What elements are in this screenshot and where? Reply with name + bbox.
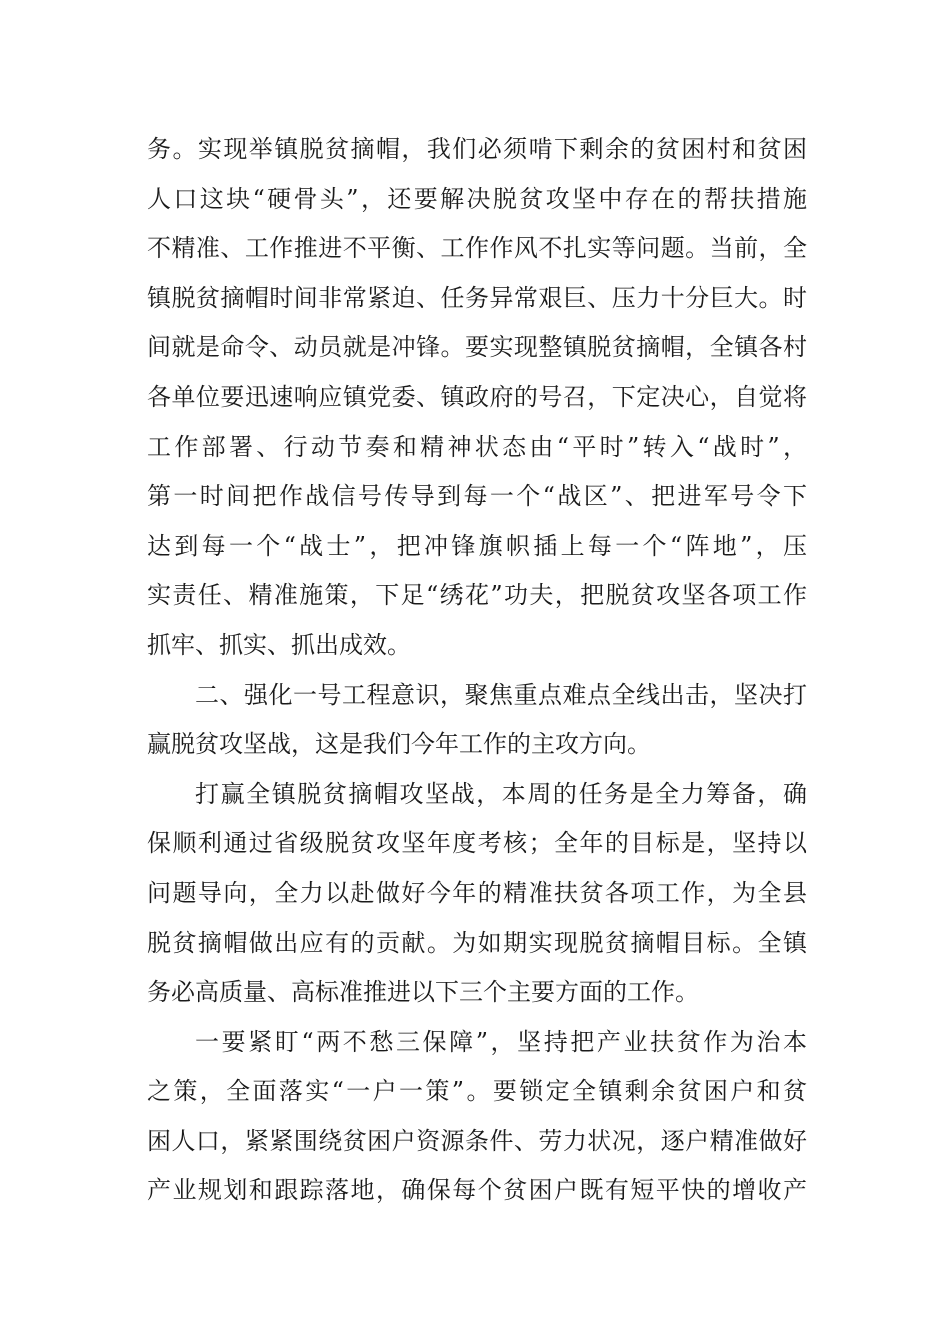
text-line: 人口这块“硬骨头”，还要解决脱贫攻坚中存在的帮扶措施 — [147, 184, 807, 213]
text-line: 脱贫摘帽做出应有的贡献。为如期实现脱贫摘帽目标。全镇 — [147, 928, 807, 957]
text-line: 镇脱贫摘帽时间非常紧迫、任务异常艰巨、压力十分巨大。时 — [147, 283, 807, 312]
text-line: 问题导向，全力以赴做好今年的精准扶贫各项工作，为全县 — [147, 878, 807, 907]
text-line: 产业规划和跟踪落地，确保每个贫困户既有短平快的增收产 — [147, 1176, 807, 1205]
text-line: 间就是命令、动员就是冲锋。要实现整镇脱贫摘帽，全镇各村 — [147, 333, 807, 362]
text-line: 工作部署、行动节奏和精神状态由“平时”转入“战时”， — [147, 432, 807, 461]
text-line: 实责任、精准施策，下足“绣花”功夫，把脱贫攻坚各项工作 — [147, 581, 807, 610]
text-line: 一要紧盯“两不愁三保障”，坚持把产业扶贫作为治本 — [195, 1027, 807, 1056]
text-line: 赢脱贫攻坚战，这是我们今年工作的主攻方向。 — [147, 730, 651, 759]
text-line: 困人口，紧紧围绕贫困户资源条件、劳力状况，逐户精准做好 — [147, 1126, 807, 1155]
text-line: 保顺利通过省级脱贫攻坚年度考核；全年的目标是，坚持以 — [147, 829, 807, 858]
text-line: 各单位要迅速响应镇党委、镇政府的号召，下定决心，自觉将 — [147, 382, 807, 411]
text-line: 达到每一个“战士”，把冲锋旗帜插上每一个“阵地”，压 — [147, 531, 807, 560]
text-line: 二、强化一号工程意识，聚焦重点难点全线出击，坚决打 — [195, 680, 807, 709]
text-line: 第一时间把作战信号传导到每一个“战区”、把进军号令下 — [147, 482, 807, 511]
text-line: 之策，全面落实“一户一策”。要锁定全镇剩余贫困户和贫 — [147, 1077, 807, 1106]
text-line: 务必高质量、高标准推进以下三个主要方面的工作。 — [147, 978, 699, 1007]
text-line: 不精准、工作推进不平衡、工作作风不扎实等问题。当前，全 — [147, 234, 807, 263]
text-line: 抓牢、抓实、抓出成效。 — [147, 630, 411, 659]
document-body — [147, 125, 807, 1216]
text-line: 务。实现举镇脱贫摘帽，我们必须啃下剩余的贫困村和贫困 — [147, 135, 807, 163]
text-line: 打赢全镇脱贫摘帽攻坚战，本周的任务是全力筹备，确 — [195, 779, 807, 808]
